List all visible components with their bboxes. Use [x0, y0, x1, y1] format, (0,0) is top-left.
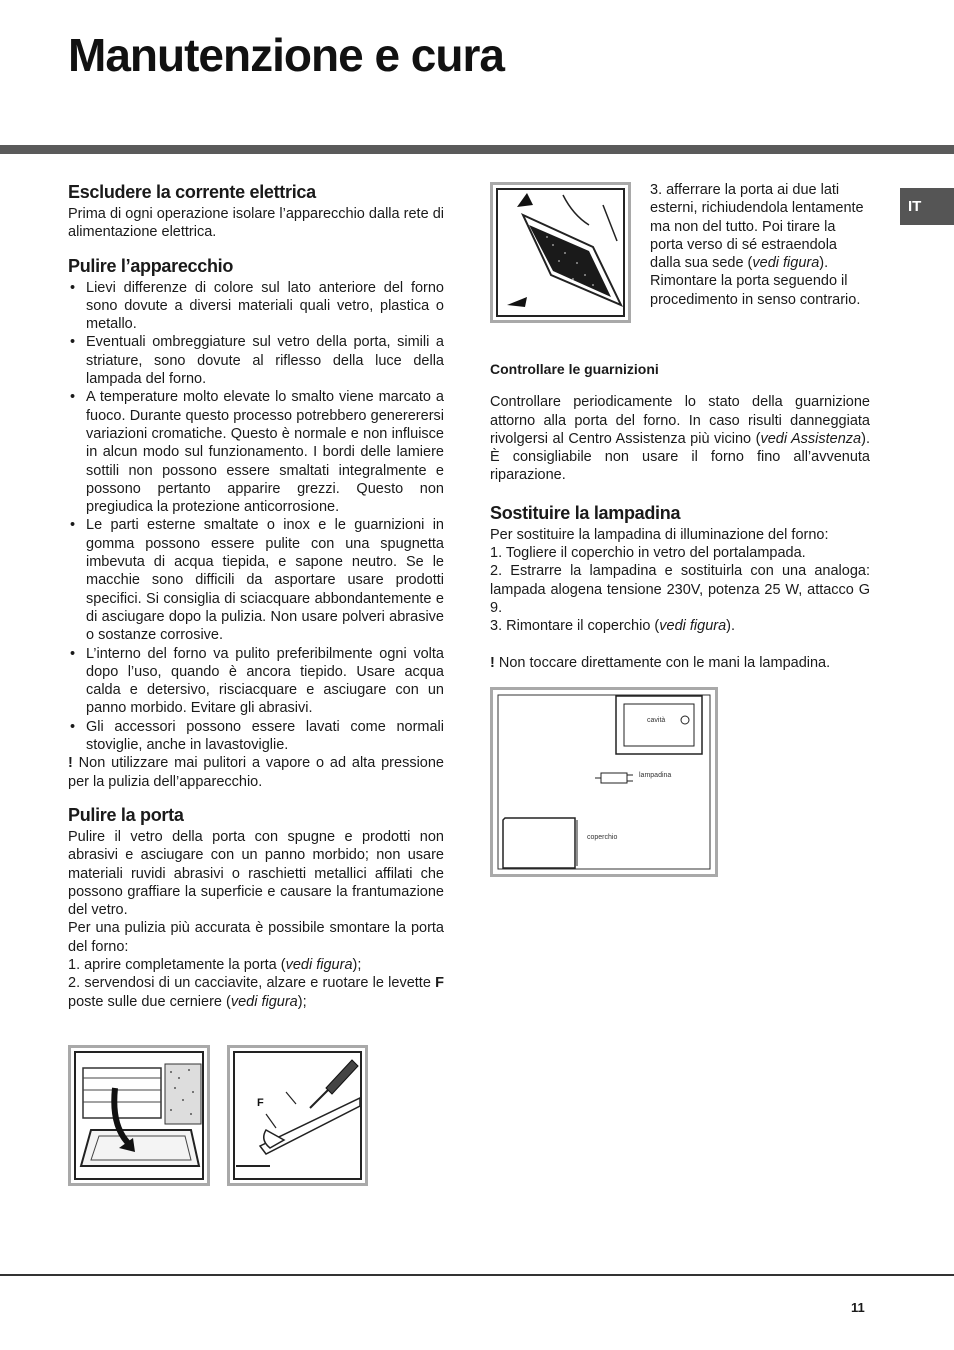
- list-item: • Le parti esterne smaltate o inox e le guarnizioni in gomma possono essere pulite con una spugnetta imbevuta di acqua tiepida, e sapone neutro. Se le macchie sono difficili da asportare usare prodotti specifici. Si consiglia di sciacquare abbondantemente e di asciugare dopo la pulizia. Non usare polveri abrasive o sostanze corrosive.: [68, 516, 444, 644]
- lamp-intro: Per sostituire la lampadina di illuminazione del forno:: [490, 526, 829, 543]
- lamp-step-1: 1. Togliere il coperchio in vetro del portalampada.: [490, 545, 806, 562]
- step-reference: vedi figura: [752, 255, 820, 272]
- figure-open-door: [68, 1045, 210, 1186]
- list-item: • A temperature molto elevate lo smalto viene marcato a fuoco. Durante questo processo potrebbero genererersi variazioni cromatiche. Questo è normale e non influisce in alcun modo sul funzionamento. I bordi delle lamiere sottili non possono essere smaltati integralmente e possono pertanto apparire grezzi. Questo non pregiudica la protezione anticorrosione.: [68, 388, 444, 516]
- label-cover: coperchio: [587, 834, 618, 841]
- escludere-text: Prima di ogni operazione isolare l’apparecchio dalla rete di alimentazione elettrica.: [68, 206, 444, 241]
- page-title: Manutenzione e cura: [68, 29, 504, 81]
- heading-guarnizioni: Controllare le guarnizioni: [490, 361, 659, 377]
- hinge-lever-illustration: [230, 1048, 365, 1183]
- step-reference: vedi figura: [230, 993, 298, 1010]
- footer-rule: [0, 1274, 954, 1276]
- figure-remove-door: [490, 182, 631, 323]
- step-text: );: [297, 993, 307, 1010]
- hinge-label-f: F: [257, 1097, 264, 1109]
- lamp-illustration: [493, 690, 715, 874]
- lamp-step-3: [490, 617, 870, 635]
- label-cavity: cavità: [647, 717, 666, 724]
- step-text: 3. afferrare la porta ai due lati esterni, richiudendola lentamente ma non del tutto. Poi tirare la porta verso di sé estraendola dalla sua sede (: [650, 182, 864, 272]
- list-item: • Eventuali ombreggiature sul vetro della porta, simili a striature, sono dovute al riflesso della luce della lampada del forno.: [68, 333, 444, 388]
- gasket-text-part: ). È consigliabile non usare il forno fino all’avvenuta riparazione.: [490, 430, 870, 484]
- warning-text: Non utilizzare mai pulitori a vapore o ad alta pressione per la pulizia dell’apparecchio.: [68, 755, 444, 790]
- gasket-text: [490, 393, 870, 484]
- open-door-illustration: [71, 1048, 207, 1183]
- heading-lampadina: Sostituire la lampadina: [490, 502, 681, 523]
- hinge-lever-label: F: [435, 975, 444, 992]
- heading-pulire-apparecchio: Pulire l’apparecchio: [68, 255, 234, 276]
- heading-escludere: Escludere la corrente elettrica: [68, 182, 316, 202]
- step-text: 3. Rimontare il coperchio (: [490, 618, 660, 635]
- gasket-text-part: Controllare periodicamente lo stato della guarnizione attorno alla porta del forno. In caso risulti danneggiata rivolgersi al Centro Assistenza più vicino (: [490, 394, 870, 447]
- figure-lamp-replacement: [490, 687, 718, 877]
- door-step-3: [650, 181, 864, 309]
- step-reference: vedi figura: [285, 956, 353, 973]
- door-paragraph-2: Per una pulizia più accurata è possibile smontare la porta del forno:: [68, 920, 444, 955]
- list-item: • L’interno del forno va pulito preferibilmente ogni volta dopo l’uso, quando è ancora tiepido. Usare acqua calda e detersivo, risciacquare e asciugare con un panno morbido. Evitare gli abrasivi.: [68, 645, 444, 718]
- warning-text: Non toccare direttamente con le mani la lampadina.: [494, 654, 831, 671]
- door-paragraph-1: Pulire il vetro della porta con spugne e prodotti non abrasivi e asciugare con un panno morbido; non usare materiali ruvidi abrasivi o raschietti metallici affilati che possono graffiare la superficie e causare la frantumazione del vetro.: [68, 828, 444, 919]
- warning-mark: !: [68, 755, 73, 772]
- remove-door-illustration: [493, 185, 628, 320]
- step-text: poste sulle due cerniere (: [68, 993, 231, 1010]
- step-reference: vedi figura: [659, 618, 727, 635]
- cleaning-bullet-list: [68, 279, 444, 755]
- language-tab: IT: [900, 188, 954, 225]
- warning-mark: !: [490, 654, 495, 671]
- step-text: 2. servendosi di un cacciavite, alzare e ruotare le levette: [68, 975, 436, 992]
- left-column: [68, 181, 444, 1011]
- steam-warning: [68, 754, 444, 791]
- page-number: 11: [851, 1300, 865, 1315]
- right-column: [490, 360, 870, 672]
- lamp-warning: [490, 654, 870, 672]
- door-step-1: [68, 956, 444, 974]
- step-text: ). Rimontare la porta seguendo il procedimento in senso contrario.: [650, 255, 861, 308]
- gasket-reference: vedi Assistenza: [760, 430, 862, 447]
- figure-hinge-lever: [227, 1045, 368, 1186]
- header-rule: [0, 145, 954, 154]
- lamp-step-2: 2. Estrarre la lampadina e sostituirla con una analoga: lampada alogena tensione 230V, potenza 25 W, attacco G 9.: [490, 563, 870, 616]
- label-bulb: lampadina: [639, 772, 672, 779]
- step-text: ).: [726, 618, 736, 635]
- step-text: 1. aprire completamente la porta (: [68, 956, 286, 973]
- door-step-2: [68, 974, 444, 1011]
- list-item: • Gli accessori possono essere lavati come normali stoviglie, anche in lavastoviglie.: [68, 718, 444, 755]
- list-item: • Lievi differenze di colore sul lato anteriore del forno sono dovute a diversi materiali quali vetro, plastica o metallo.: [68, 279, 444, 334]
- heading-pulire-porta: Pulire la porta: [68, 804, 184, 825]
- step-text: );: [352, 956, 362, 973]
